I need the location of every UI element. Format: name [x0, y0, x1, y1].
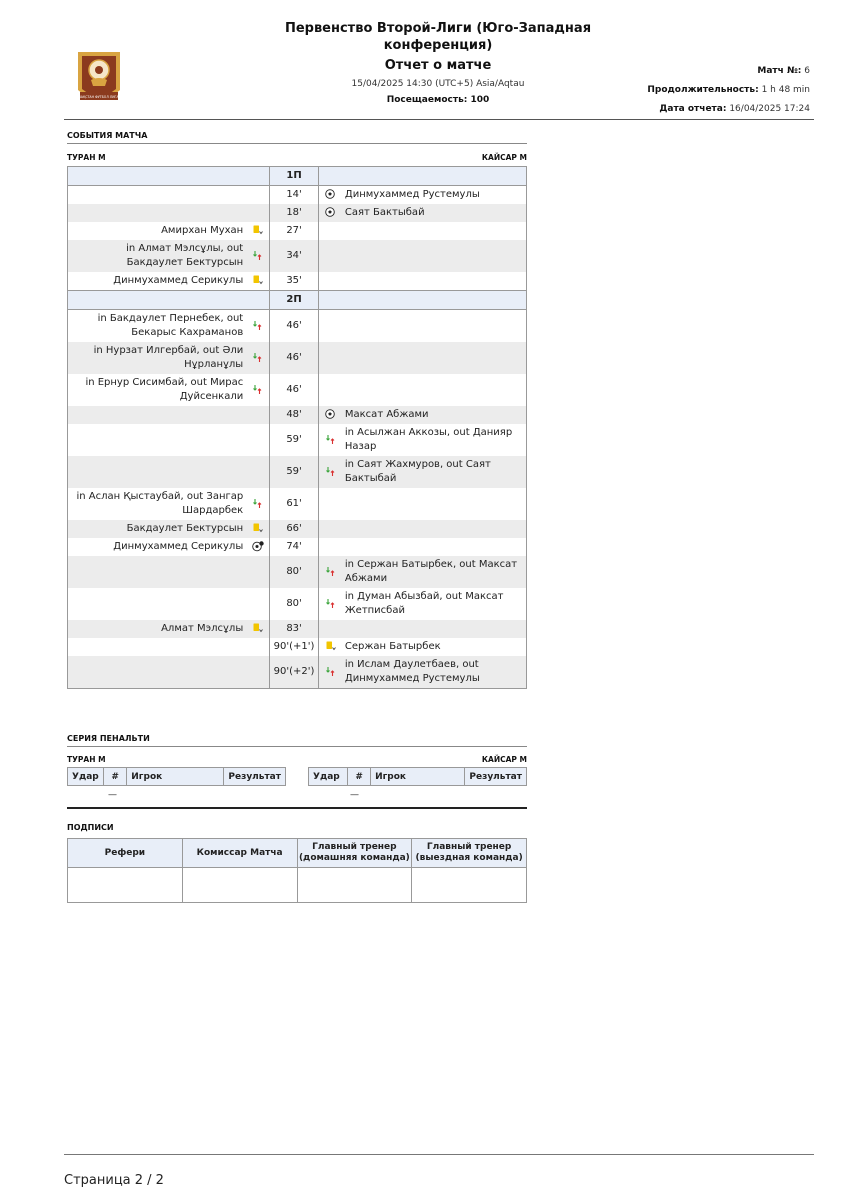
sig-commissioner-header: Комиссар Матча [182, 839, 297, 868]
pen-away-empty: — [350, 790, 359, 800]
no-icon [247, 556, 269, 588]
home-team-name: ТУРАН М [67, 153, 106, 162]
no-icon [319, 240, 341, 272]
substitution-icon [319, 556, 341, 588]
match-events-table [67, 166, 527, 689]
sig-away-coach-header: Главный тренер (выездная команда) [412, 839, 527, 868]
no-icon [247, 406, 269, 424]
yellow-card-icon [319, 638, 341, 656]
event-time: 46' [269, 310, 319, 343]
period-header-row [68, 291, 527, 310]
match-datetime: 15/04/2025 14:30 (UTC+5) Asia/Aqtau [351, 79, 525, 89]
event-row [68, 556, 527, 588]
goal-ball-icon [319, 186, 341, 205]
event-home-text: in Ернур Сисимбай, out Мирас Дуйсенкали [68, 374, 248, 406]
header-meta [647, 62, 810, 119]
substitution-icon [247, 310, 269, 343]
event-row [68, 204, 527, 222]
event-home-text [68, 424, 248, 456]
event-row [68, 620, 527, 638]
logo-text: ҚАЗАҚСТАН ФУТБОЛ ЛИГАСЫ [74, 95, 124, 99]
penalties-section-title: СЕРИЯ ПЕНАЛЬТИ [67, 734, 527, 747]
substitution-icon [319, 656, 341, 689]
event-time: 80' [269, 556, 319, 588]
event-time: 83' [269, 620, 319, 638]
pen-home-empty: — [108, 790, 117, 800]
page-number: Страница 2 / 2 [64, 1173, 164, 1188]
event-home-text [68, 186, 248, 205]
event-row [68, 240, 527, 272]
substitution-icon [247, 240, 269, 272]
event-time: 27' [269, 222, 319, 240]
pen-col-result: Результат [224, 768, 286, 786]
yellow-card-icon [247, 620, 269, 638]
no-icon [247, 424, 269, 456]
sig-home-coach-header: Главный тренер (домашняя команда) [297, 839, 412, 868]
event-home-text [68, 656, 248, 689]
event-home-text: Динмухаммед Серикулы [68, 538, 248, 556]
event-home-text: in Нурзат Илгербай, out Әли Нұрланұлы [68, 342, 248, 374]
event-away-text [341, 538, 527, 556]
event-home-text: in Алмат Мэлсұлы, out Бакдаулет Бектурсын [68, 240, 248, 272]
no-icon [247, 456, 269, 488]
yellow-card-icon [247, 222, 269, 240]
no-icon [319, 374, 341, 406]
signatures-section-title: ПОДПИСИ [67, 823, 114, 832]
event-home-text [68, 556, 248, 588]
event-home-text: Динмухаммед Серикулы [68, 272, 248, 291]
penalties-home-table [67, 767, 286, 786]
no-icon [319, 222, 341, 240]
page-footer [64, 1154, 814, 1188]
event-row [68, 424, 527, 456]
event-away-text: Саят Бактыбай [341, 204, 527, 222]
no-icon [319, 272, 341, 291]
event-away-text [341, 620, 527, 638]
event-row [68, 520, 527, 538]
report-header [64, 14, 814, 120]
pen-col-kick: Удар [68, 768, 104, 786]
event-row [68, 222, 527, 240]
event-time: 46' [269, 374, 319, 406]
no-icon [247, 186, 269, 205]
substitution-icon [247, 488, 269, 520]
substitution-icon [247, 342, 269, 374]
event-away-text [341, 310, 527, 343]
event-away-text: Максат Абжами [341, 406, 527, 424]
sig-referee-header: Рефери [68, 839, 183, 868]
event-away-text [341, 272, 527, 291]
event-away-text [341, 520, 527, 538]
substitution-icon [319, 456, 341, 488]
event-row [68, 186, 527, 205]
events-teams-row [67, 153, 527, 162]
no-icon [319, 488, 341, 520]
event-away-text: in Сержан Батырбек, out Максат Абжами [341, 556, 527, 588]
signatures-table [67, 838, 527, 903]
event-home-text: in Аслан Қыстаубай, out Зангар Шардарбек [68, 488, 248, 520]
event-time: 80' [269, 588, 319, 620]
sig-home-coach-box[interactable] [297, 868, 412, 903]
pen-col-kick: Удар [309, 768, 348, 786]
event-time: 34' [269, 240, 319, 272]
event-row [68, 588, 527, 620]
no-icon [319, 520, 341, 538]
page-title: Первенство Второй-Лиги (Юго-Западная конференция) [284, 21, 592, 53]
pen-col-number: # [348, 768, 371, 786]
event-time: 74' [269, 538, 319, 556]
event-away-text [341, 488, 527, 520]
sig-referee-box[interactable] [68, 868, 183, 903]
goal-assist-icon [247, 538, 269, 556]
event-time: 59' [269, 424, 319, 456]
event-row [68, 310, 527, 343]
pen-away-team-name: КАЙСАР М [481, 755, 527, 764]
goal-ball-icon [319, 204, 341, 222]
penalties-teams-row [67, 755, 527, 764]
event-home-text [68, 588, 248, 620]
event-away-text: Динмухаммед Рустемулы [341, 186, 527, 205]
match-attendance: Посещаемость: 100 [386, 95, 490, 105]
header-center [264, 20, 612, 105]
no-icon [247, 638, 269, 656]
event-away-text: in Асылжан Аккозы, out Данияр Назар [341, 424, 527, 456]
pen-col-number: # [103, 768, 126, 786]
event-away-text [341, 342, 527, 374]
event-home-text: Бакдаулет Бектурсын [68, 520, 248, 538]
sig-commissioner-box[interactable] [182, 868, 297, 903]
event-away-text: in Саят Жахмуров, out Саят Бактыбай [341, 456, 527, 488]
page-subtitle: Отчет о матче [384, 58, 492, 73]
event-time: 66' [269, 520, 319, 538]
event-time: 90'(+2') [269, 656, 319, 689]
event-home-text [68, 638, 248, 656]
penalties-away-table [308, 767, 527, 786]
league-logo-icon [74, 50, 124, 106]
event-home-text [68, 204, 248, 222]
event-time: 18' [269, 204, 319, 222]
match-number-row: Матч №: 6 [757, 66, 810, 76]
event-time: 59' [269, 456, 319, 488]
event-home-text [68, 456, 248, 488]
no-icon [319, 620, 341, 638]
away-team-name: КАЙСАР М [481, 153, 527, 162]
event-home-text: Амирхан Мухан [68, 222, 248, 240]
no-icon [319, 342, 341, 374]
event-away-text [341, 222, 527, 240]
section-divider [67, 807, 527, 809]
event-home-text: in Бакдаулет Пернебек, out Бекарыс Кахраманов [68, 310, 248, 343]
event-row [68, 456, 527, 488]
event-row [68, 342, 527, 374]
event-row [68, 406, 527, 424]
event-time: 48' [269, 406, 319, 424]
period-label: 2П [269, 291, 319, 310]
event-row [68, 538, 527, 556]
event-time: 90'(+1') [269, 638, 319, 656]
pen-home-team-name: ТУРАН М [67, 755, 106, 764]
event-time: 14' [269, 186, 319, 205]
goal-ball-icon [319, 406, 341, 424]
substitution-icon [319, 588, 341, 620]
no-icon [247, 204, 269, 222]
duration-row: Продолжительность: 1 h 48 min [647, 85, 810, 95]
event-row [68, 272, 527, 291]
event-row [68, 656, 527, 689]
yellow-card-icon [247, 272, 269, 291]
no-icon [247, 588, 269, 620]
event-away-text: in Ислам Даулетбаев, out Динмухаммед Рустемулы [341, 656, 527, 689]
period-label: 1П [269, 167, 319, 186]
event-away-text: in Думан Абызбай, out Максат Жетписбай [341, 588, 527, 620]
event-time: 35' [269, 272, 319, 291]
event-away-text [341, 240, 527, 272]
event-away-text [341, 374, 527, 406]
event-home-text: Алмат Мэлсұлы [68, 620, 248, 638]
no-icon [247, 656, 269, 689]
pen-col-result: Результат [465, 768, 527, 786]
report-date-row: Дата отчета: 16/04/2025 17:24 [659, 104, 810, 114]
event-row [68, 638, 527, 656]
event-row [68, 374, 527, 406]
event-away-text: Сержан Батырбек [341, 638, 527, 656]
sig-away-coach-box[interactable] [412, 868, 527, 903]
events-section-title: СОБЫТИЯ МАТЧА [67, 131, 527, 144]
event-home-text [68, 406, 248, 424]
period-header-row [68, 167, 527, 186]
substitution-icon [319, 424, 341, 456]
substitution-icon [247, 374, 269, 406]
pen-col-player: Игрок [127, 768, 224, 786]
pen-col-player: Игрок [371, 768, 465, 786]
no-icon [319, 310, 341, 343]
yellow-card-icon [247, 520, 269, 538]
event-time: 46' [269, 342, 319, 374]
no-icon [319, 538, 341, 556]
event-row [68, 488, 527, 520]
event-time: 61' [269, 488, 319, 520]
